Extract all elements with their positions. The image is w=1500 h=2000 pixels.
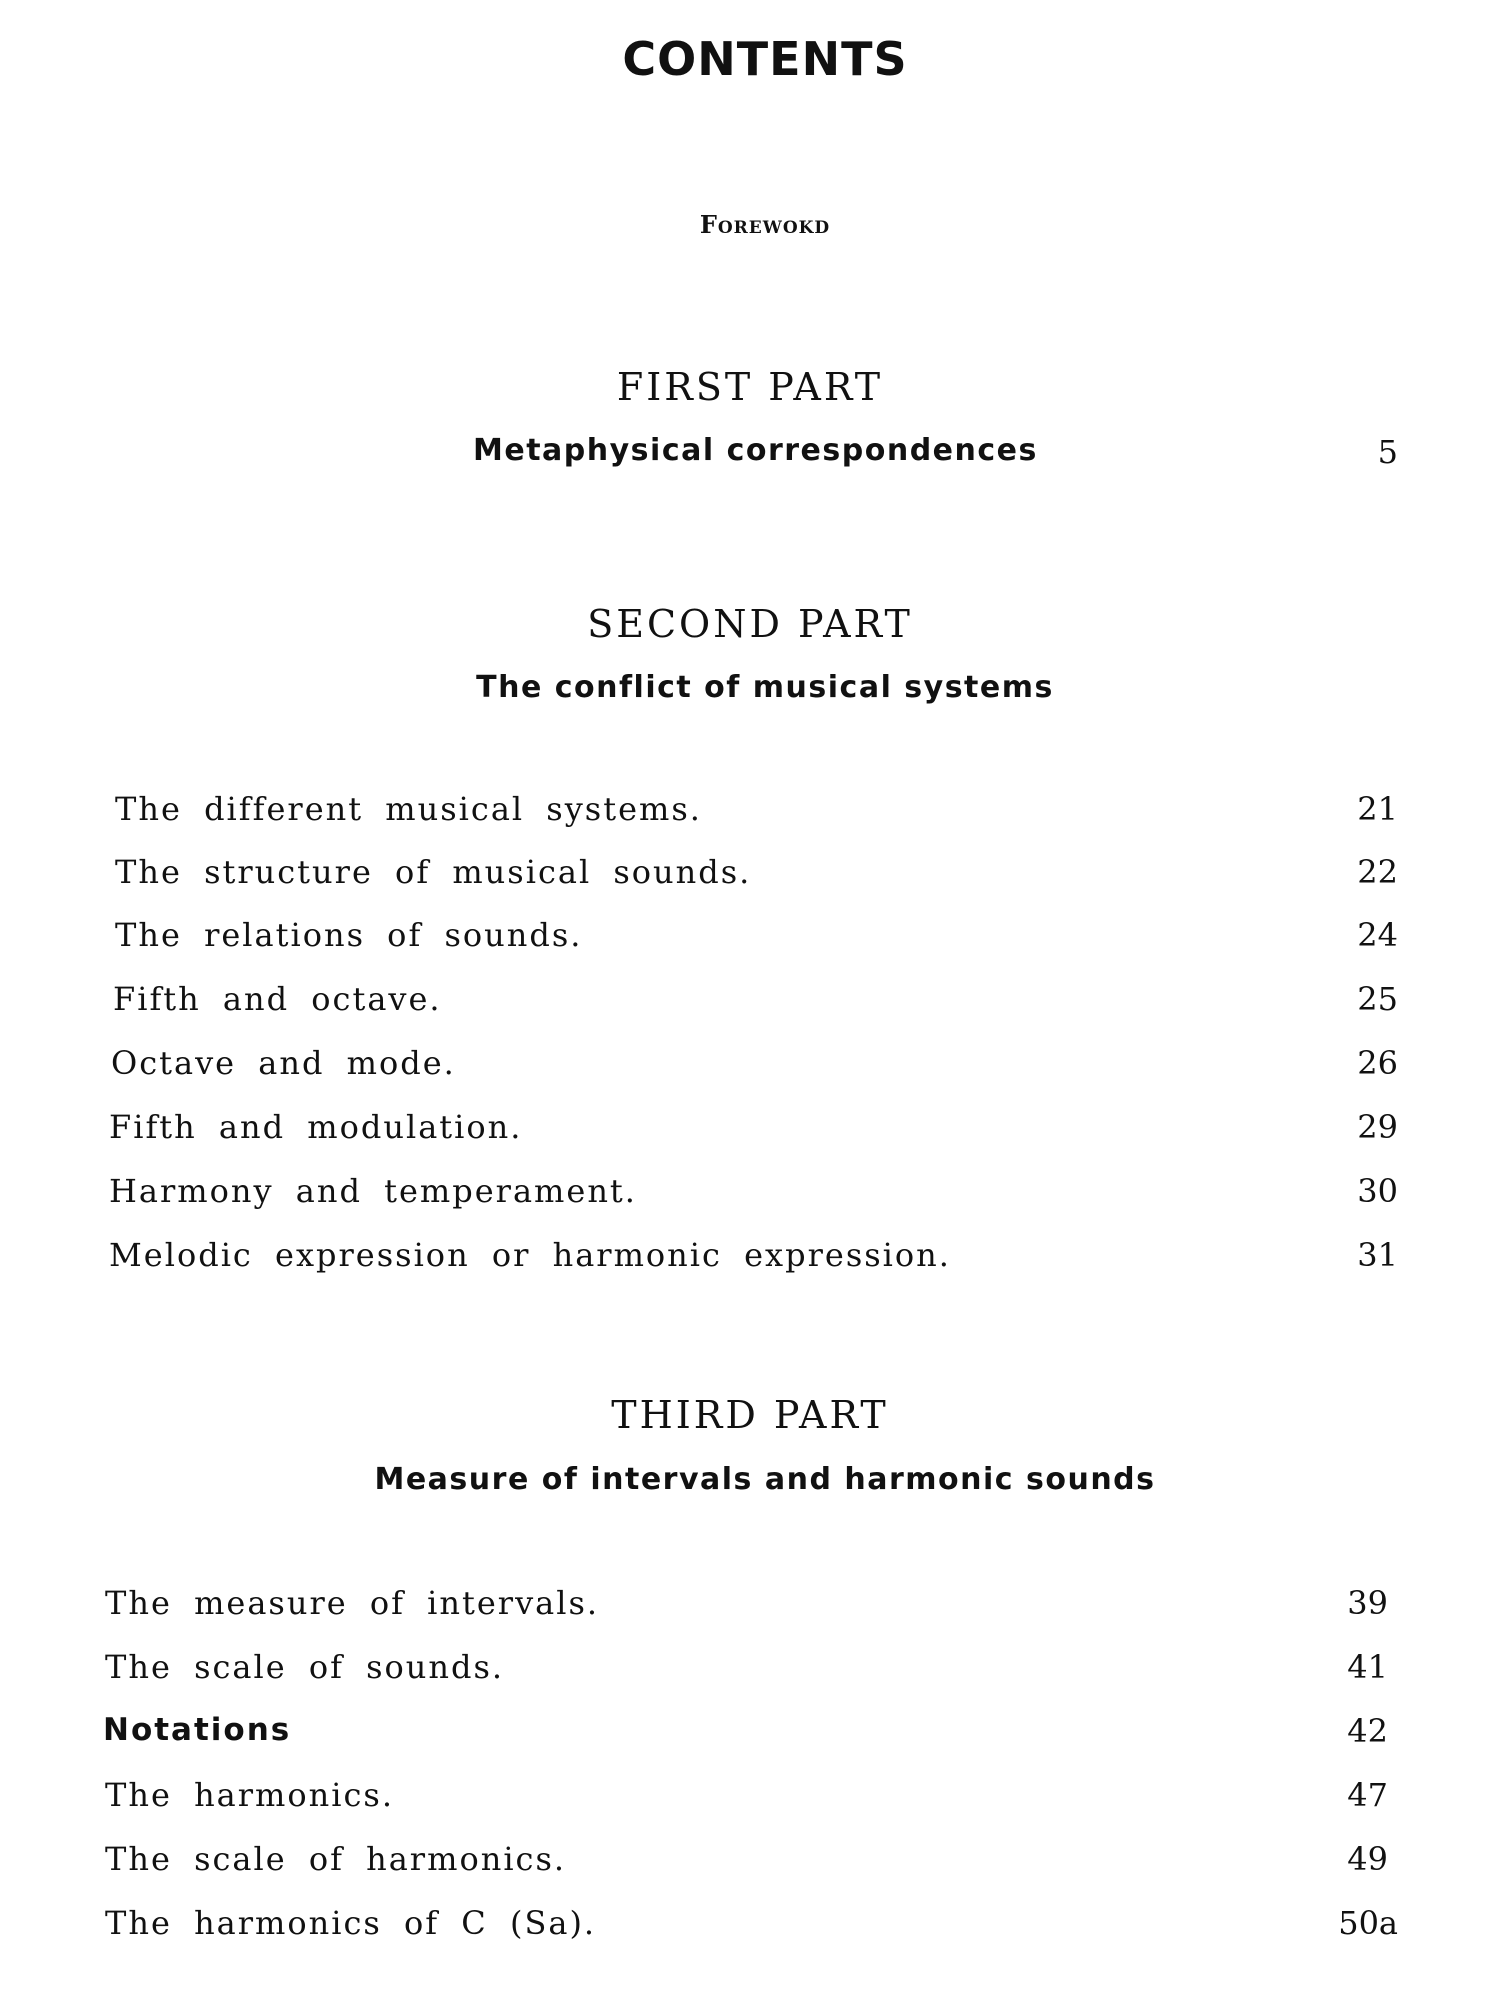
part-heading-first: FIRST PART [616,365,884,409]
toc-entry-page: 31 [1357,1236,1398,1274]
toc-entry-label: Fifth and modulation. [109,1108,523,1146]
toc-entry-page: 22 [1357,853,1398,891]
toc-entry-page: 47 [1347,1776,1388,1814]
part-subtitle-second: The conflict of musical systems [476,670,1054,705]
part-heading-second: SECOND PART [587,602,913,646]
part-subtitle-third: Measure of intervals and harmonic sounds [374,1462,1156,1497]
toc-entry-label: The measure of intervals. [105,1584,600,1622]
foreword-heading: Forewokd [699,210,831,239]
toc-entry-page: 21 [1357,790,1398,828]
toc-entry-label: Harmony and temperament. [109,1172,637,1210]
page-title: CONTENTS [622,32,908,86]
toc-entry-label: The scale of sounds. [105,1648,505,1686]
toc-entry-page: 25 [1357,980,1398,1018]
toc-entry-page: 41 [1347,1648,1388,1686]
toc-entry-page: 39 [1347,1584,1388,1622]
part-subtitle-first: Metaphysical correspondences [473,433,1038,468]
part-subtitle-first-page: 5 [1377,433,1398,471]
toc-entry-label: The structure of musical sounds. [115,853,752,891]
toc-entry-label: The relations of sounds. [115,916,583,954]
toc-entry-label: The harmonics of C (Sa). [105,1904,597,1942]
toc-entry-label: The scale of harmonics. [105,1840,567,1878]
toc-entry-page: 26 [1357,1044,1398,1082]
toc-entry-page: 49 [1347,1840,1388,1878]
toc-entry-label: Melodic expression or harmonic expression. [109,1236,951,1274]
toc-entry-label: The different musical systems. [115,790,702,828]
toc-entry-page: 29 [1357,1108,1398,1146]
toc-entry-label: The harmonics. [105,1776,395,1814]
toc-entry-label: Octave and mode. [111,1044,456,1082]
toc-entry-label: Fifth and octave. [113,980,442,1018]
toc-entry-page: 42 [1347,1712,1388,1750]
toc-entry-page: 24 [1357,916,1398,954]
part-heading-third: THIRD PART [611,1393,889,1437]
toc-entry-page: 50a [1338,1904,1398,1942]
toc-entry-label: Notations [103,1712,292,1748]
toc-entry-page: 30 [1357,1172,1398,1210]
